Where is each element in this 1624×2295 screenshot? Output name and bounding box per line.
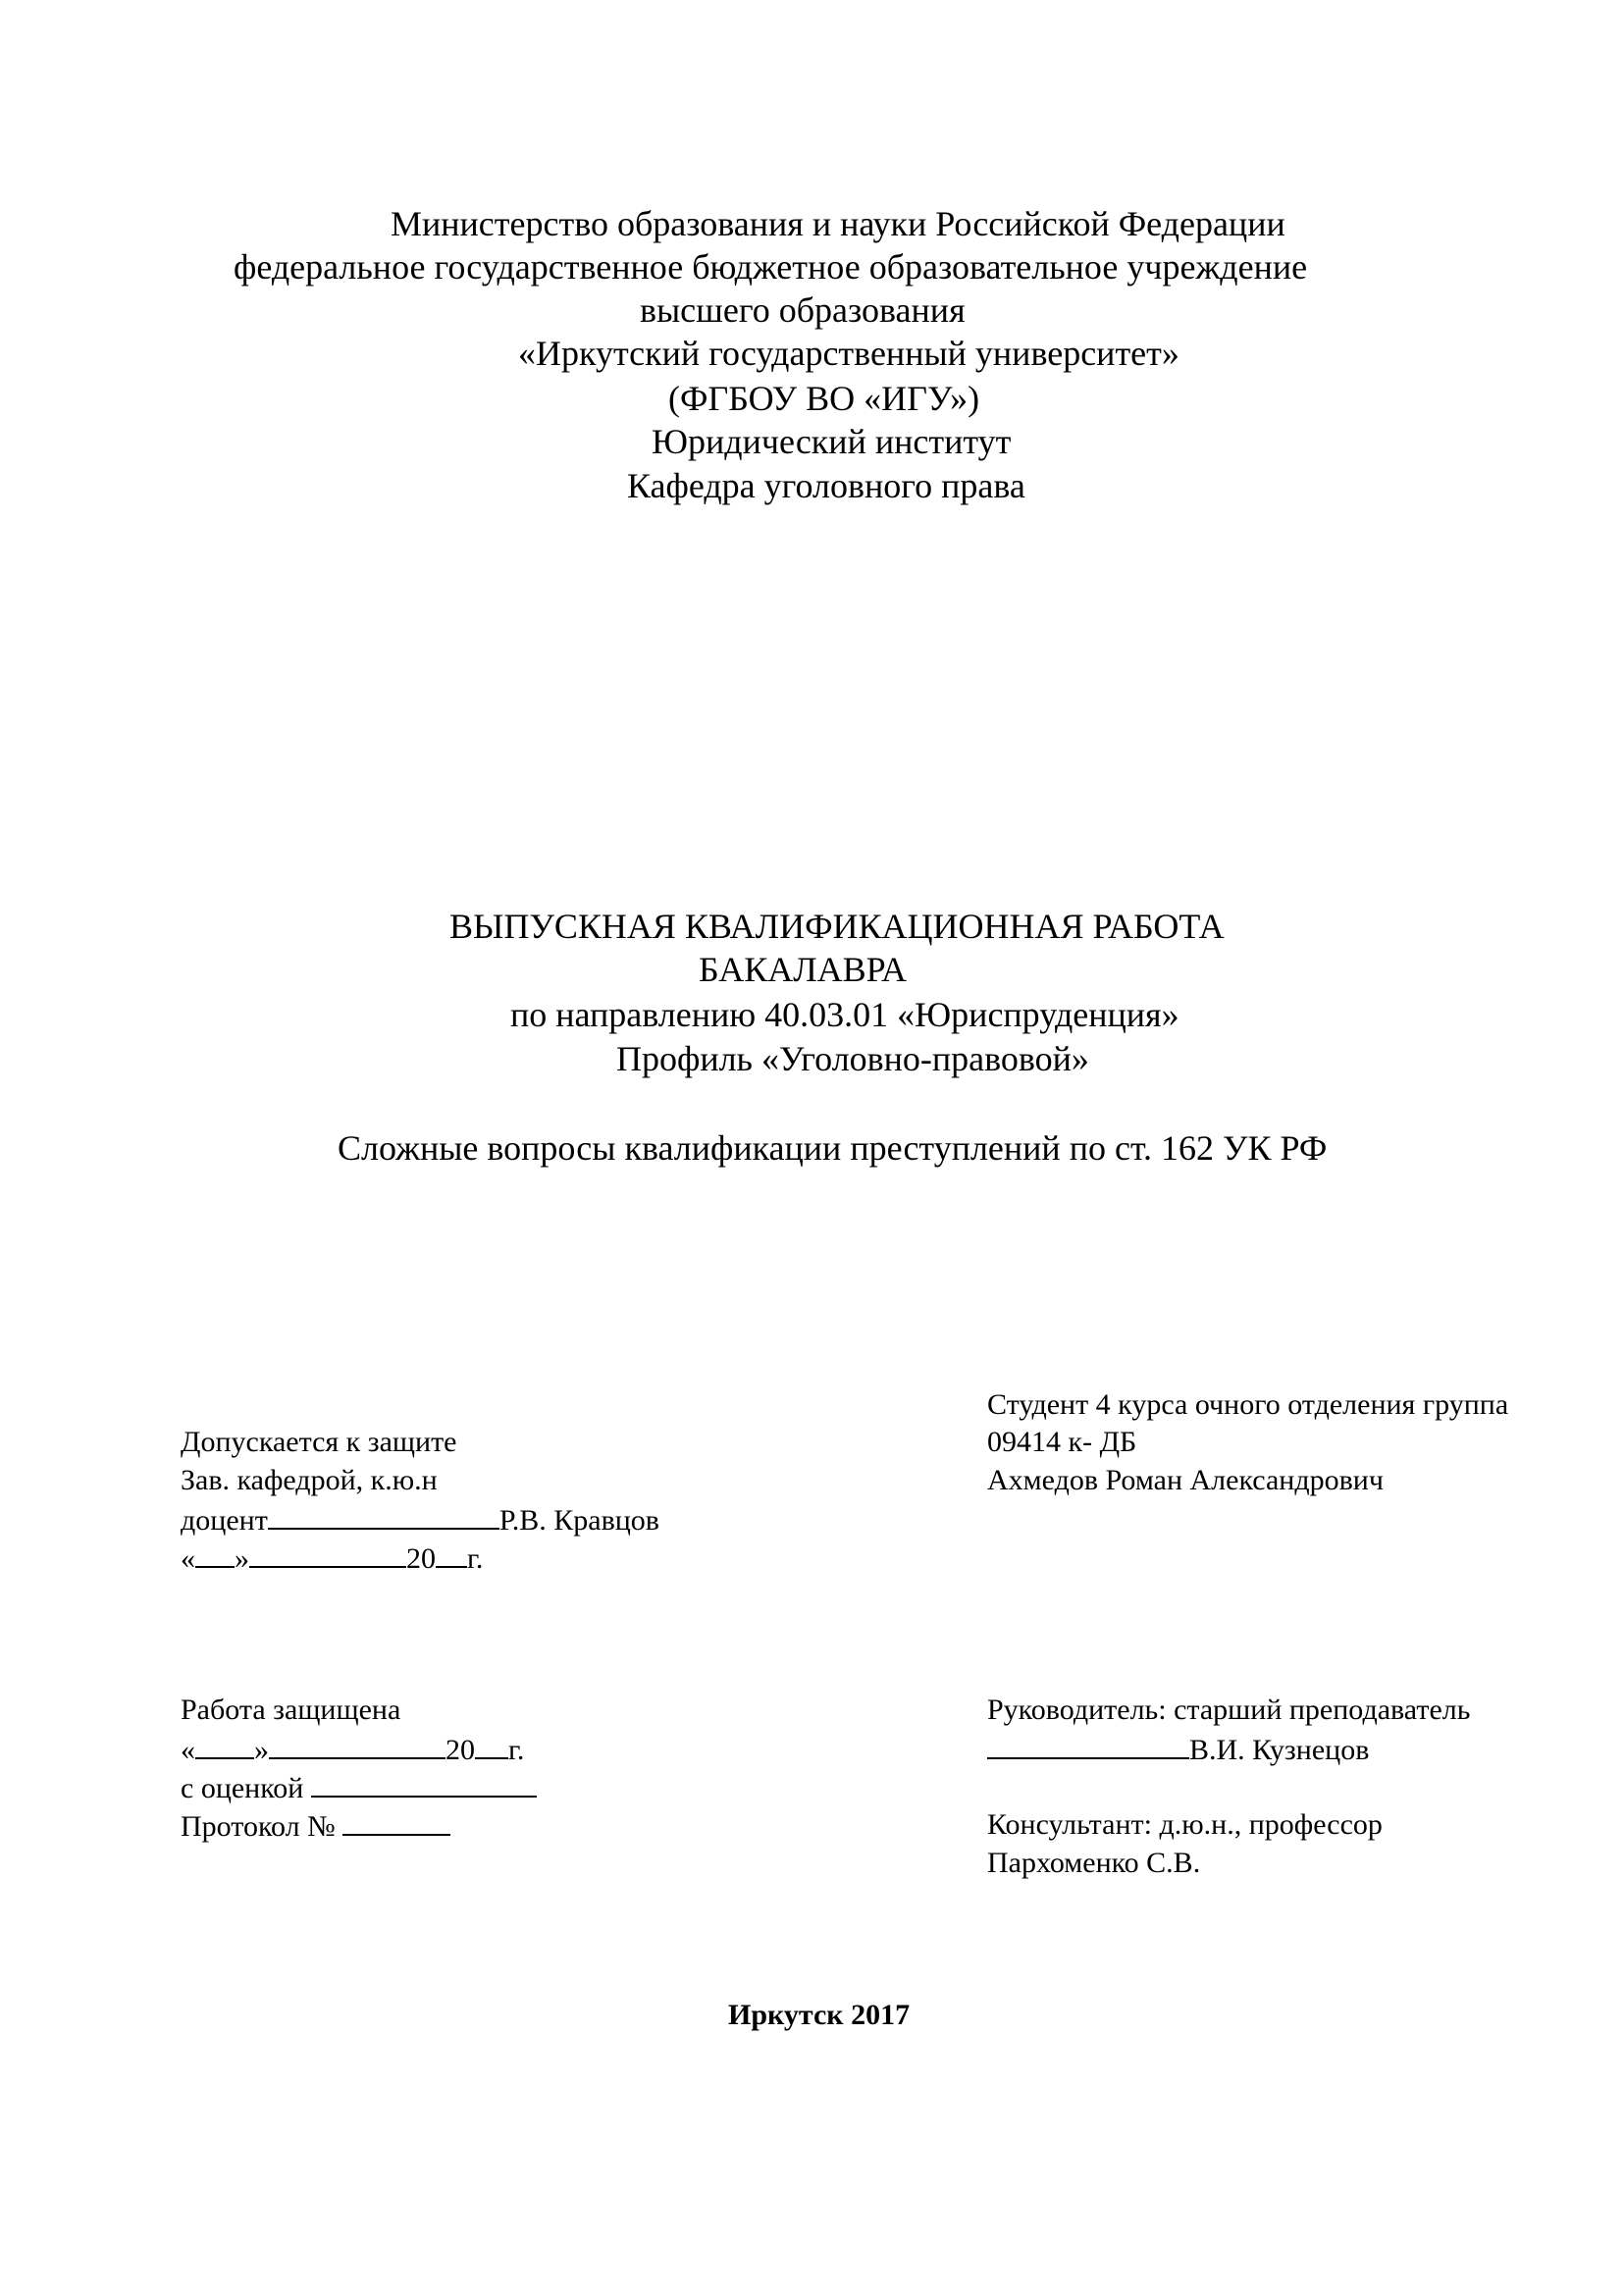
month-blank <box>249 1542 406 1568</box>
signature-blank <box>987 1734 1189 1759</box>
university-line: «Иркутский государственный университет» <box>518 334 1179 373</box>
city-year: Иркутск 2017 <box>728 1999 911 2031</box>
supervisor-signature-line <box>987 1734 1369 1765</box>
head-name: Р.В. Кравцов <box>498 1504 659 1537</box>
head-position: доцент <box>181 1504 268 1537</box>
institute-line: Юридический институт <box>652 422 1012 461</box>
admission-line: Допускается к защите <box>181 1426 457 1458</box>
education-level-line: высшего образования <box>640 290 966 330</box>
day-blank <box>195 1734 254 1759</box>
work-type-line-1: ВЫПУСКНАЯ КВАЛИФИКАЦИОННАЯ РАБОТА <box>449 907 1225 946</box>
ministry-line: Министерство образования и науки Российской Федерации <box>391 204 1285 243</box>
consultant-name: Пархоменко С.В. <box>987 1847 1201 1879</box>
student-name: Ахмедов Роман Александрович <box>987 1464 1384 1496</box>
department-line: Кафедра уголовного права <box>627 466 1025 505</box>
admission-date-line: « » 20 г. <box>181 1542 484 1575</box>
supervisor-line: Руководитель: старший преподаватель <box>987 1694 1471 1726</box>
day-blank <box>195 1542 235 1568</box>
university-abbr-line: (ФГБОУ ВО «ИГУ») <box>668 379 980 418</box>
work-type-line-2: БАКАЛАВРА <box>699 950 908 989</box>
signature-blank <box>268 1504 499 1530</box>
head-of-department-line: Зав. кафедрой, к.ю.н <box>181 1464 438 1496</box>
year-blank <box>475 1734 508 1759</box>
consultant-line: Консультант: д.ю.н., профессор <box>987 1808 1383 1841</box>
student-group: 09414 к- ДБ <box>987 1426 1137 1458</box>
student-course-line: Студент 4 курса очного отделения группа <box>987 1388 1509 1421</box>
defense-date-line: « » 20 г. <box>181 1734 525 1766</box>
head-signature-line <box>181 1504 659 1536</box>
thesis-topic: Сложные вопросы квалификации преступлений по ст. 162 УК РФ <box>338 1128 1328 1168</box>
supervisor-name: В.И. Кузнецов <box>1189 1734 1370 1766</box>
institution-type-line: федеральное государственное бюджетное образовательное учреждение <box>234 247 1308 287</box>
profile-line: Профиль «Уголовно-правовой» <box>616 1039 1089 1078</box>
defense-line: Работа защищена <box>181 1694 401 1726</box>
grade-blank <box>311 1772 537 1798</box>
direction-line: по направлению 40.03.01 «Юриспруденция» <box>510 995 1179 1034</box>
protocol-blank <box>342 1810 450 1836</box>
grade-line: с оценкой <box>181 1772 537 1803</box>
year-blank <box>436 1542 467 1568</box>
protocol-line: Протокол № <box>181 1810 450 1842</box>
month-blank <box>269 1734 445 1759</box>
